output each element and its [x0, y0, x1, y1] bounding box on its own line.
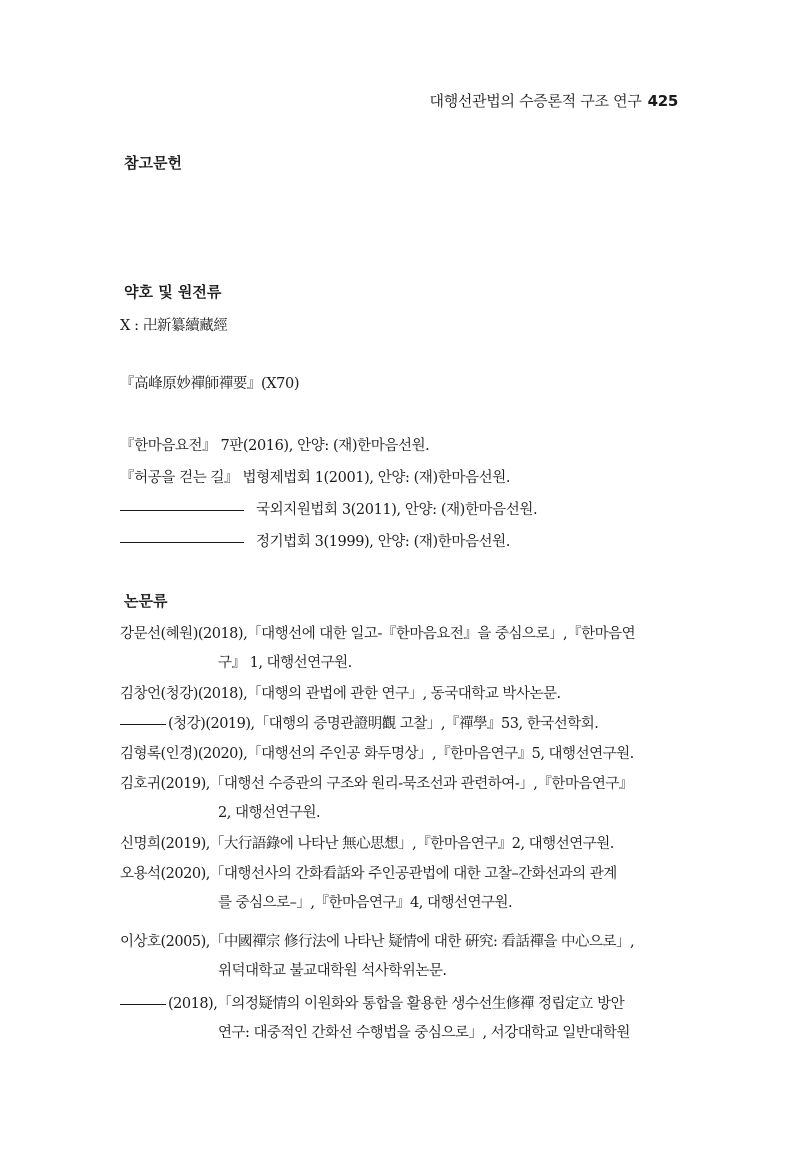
- reference-line-1: 신명희(2019),「大行語錄에 나타난 無心思想」,『한마음연구』2, 대행선연구원.: [120, 836, 614, 852]
- reference-entry: [120, 930, 676, 980]
- abbreviation-entry: X : 卍新纂續藏經: [120, 318, 228, 334]
- running-head: [430, 90, 679, 111]
- reference-entry: [120, 742, 676, 763]
- book-entry: 『한마음요전』 7판(2016), 안양: (재)한마음선원.: [120, 438, 430, 454]
- reference-entry: [120, 832, 676, 853]
- reference-entry: [120, 992, 676, 1042]
- running-title: 대행선관법의 수증론적 구조 연구: [429, 92, 642, 110]
- reference-entry: [120, 772, 676, 822]
- reference-line-1: (2018),「의정疑情의 이원화와 통합을 활용한 생수선生修禪 정립定立 방안: [168, 996, 625, 1012]
- ditto-rule: [120, 1004, 166, 1005]
- reference-entry: [120, 622, 676, 672]
- reference-line-1: 김형록(인경)(2020),「대행선의 주인공 화두명상」,『한마음연구』5, 대행선연구원.: [120, 746, 634, 762]
- reference-line-2: 2, 대행선연구원.: [218, 805, 321, 821]
- page-title: 참고문헌: [124, 154, 182, 172]
- reference-line-1: (청강)(2019),「대행의 증명관證明觀 고찰」,『禪學』53, 한국선학회.: [168, 716, 599, 732]
- reference-entry: [120, 682, 676, 703]
- reference-line-2: 위덕대학교 불교대학원 석사학위논문.: [218, 963, 447, 979]
- reference-line-1: 김창언(청강)(2018),「대행의 관법에 관한 연구」, 동국대학교 박사논문.: [120, 686, 561, 702]
- page-number: 425: [647, 92, 678, 110]
- ditto-rule: [120, 542, 244, 543]
- reference-line-1: 이상호(2005),「中國禪宗 修行法에 나타난 疑情에 대한 硏究: 看話禪을 中心으로」,: [120, 934, 635, 950]
- section-heading-papers: 논문류: [124, 592, 168, 610]
- reference-line-2: 연구: 대중적인 간화선 수행법을 중심으로」, 서강대학교 일반대학원: [218, 1025, 630, 1041]
- book-entry: [120, 498, 537, 519]
- book-entry: [120, 530, 510, 551]
- section-heading-primary: 약호 및 원전류: [124, 283, 222, 301]
- reference-entry: [120, 712, 676, 733]
- reference-line-2: 를 중심으로–」,『한마음연구』4, 대행선연구원.: [218, 895, 513, 911]
- reference-line-1: 오용석(2020),「대행선사의 간화看話와 주인공관법에 대한 고찰–간화선과의 관계: [120, 866, 617, 882]
- ditto-rule: [120, 510, 244, 511]
- ditto-rule: [120, 724, 166, 725]
- book-entry: 『허공을 걷는 길』 법형제법회 1(2001), 안양: (재)한마음선원.: [120, 470, 511, 486]
- reference-line-1: 김호귀(2019),「대행선 수증관의 구조와 원리-묵조선과 관련하여-」,『한마음연구』: [120, 776, 633, 792]
- source-entry: 『高峰原妙禪師禪要』(X70): [120, 376, 300, 392]
- reference-line-1: 강문선(혜원)(2018),「대행선에 대한 일고-『한마음요전』을 중심으로」,『한마음연: [120, 626, 636, 642]
- reference-entry: [120, 862, 676, 912]
- book-entry-text: 국외지원법회 3(2011), 안양: (재)한마음선원.: [256, 502, 538, 518]
- reference-line-2: 구』 1, 대행선연구원.: [218, 655, 352, 671]
- book-entry-text: 정기법회 3(1999), 안양: (재)한마음선원.: [256, 534, 510, 550]
